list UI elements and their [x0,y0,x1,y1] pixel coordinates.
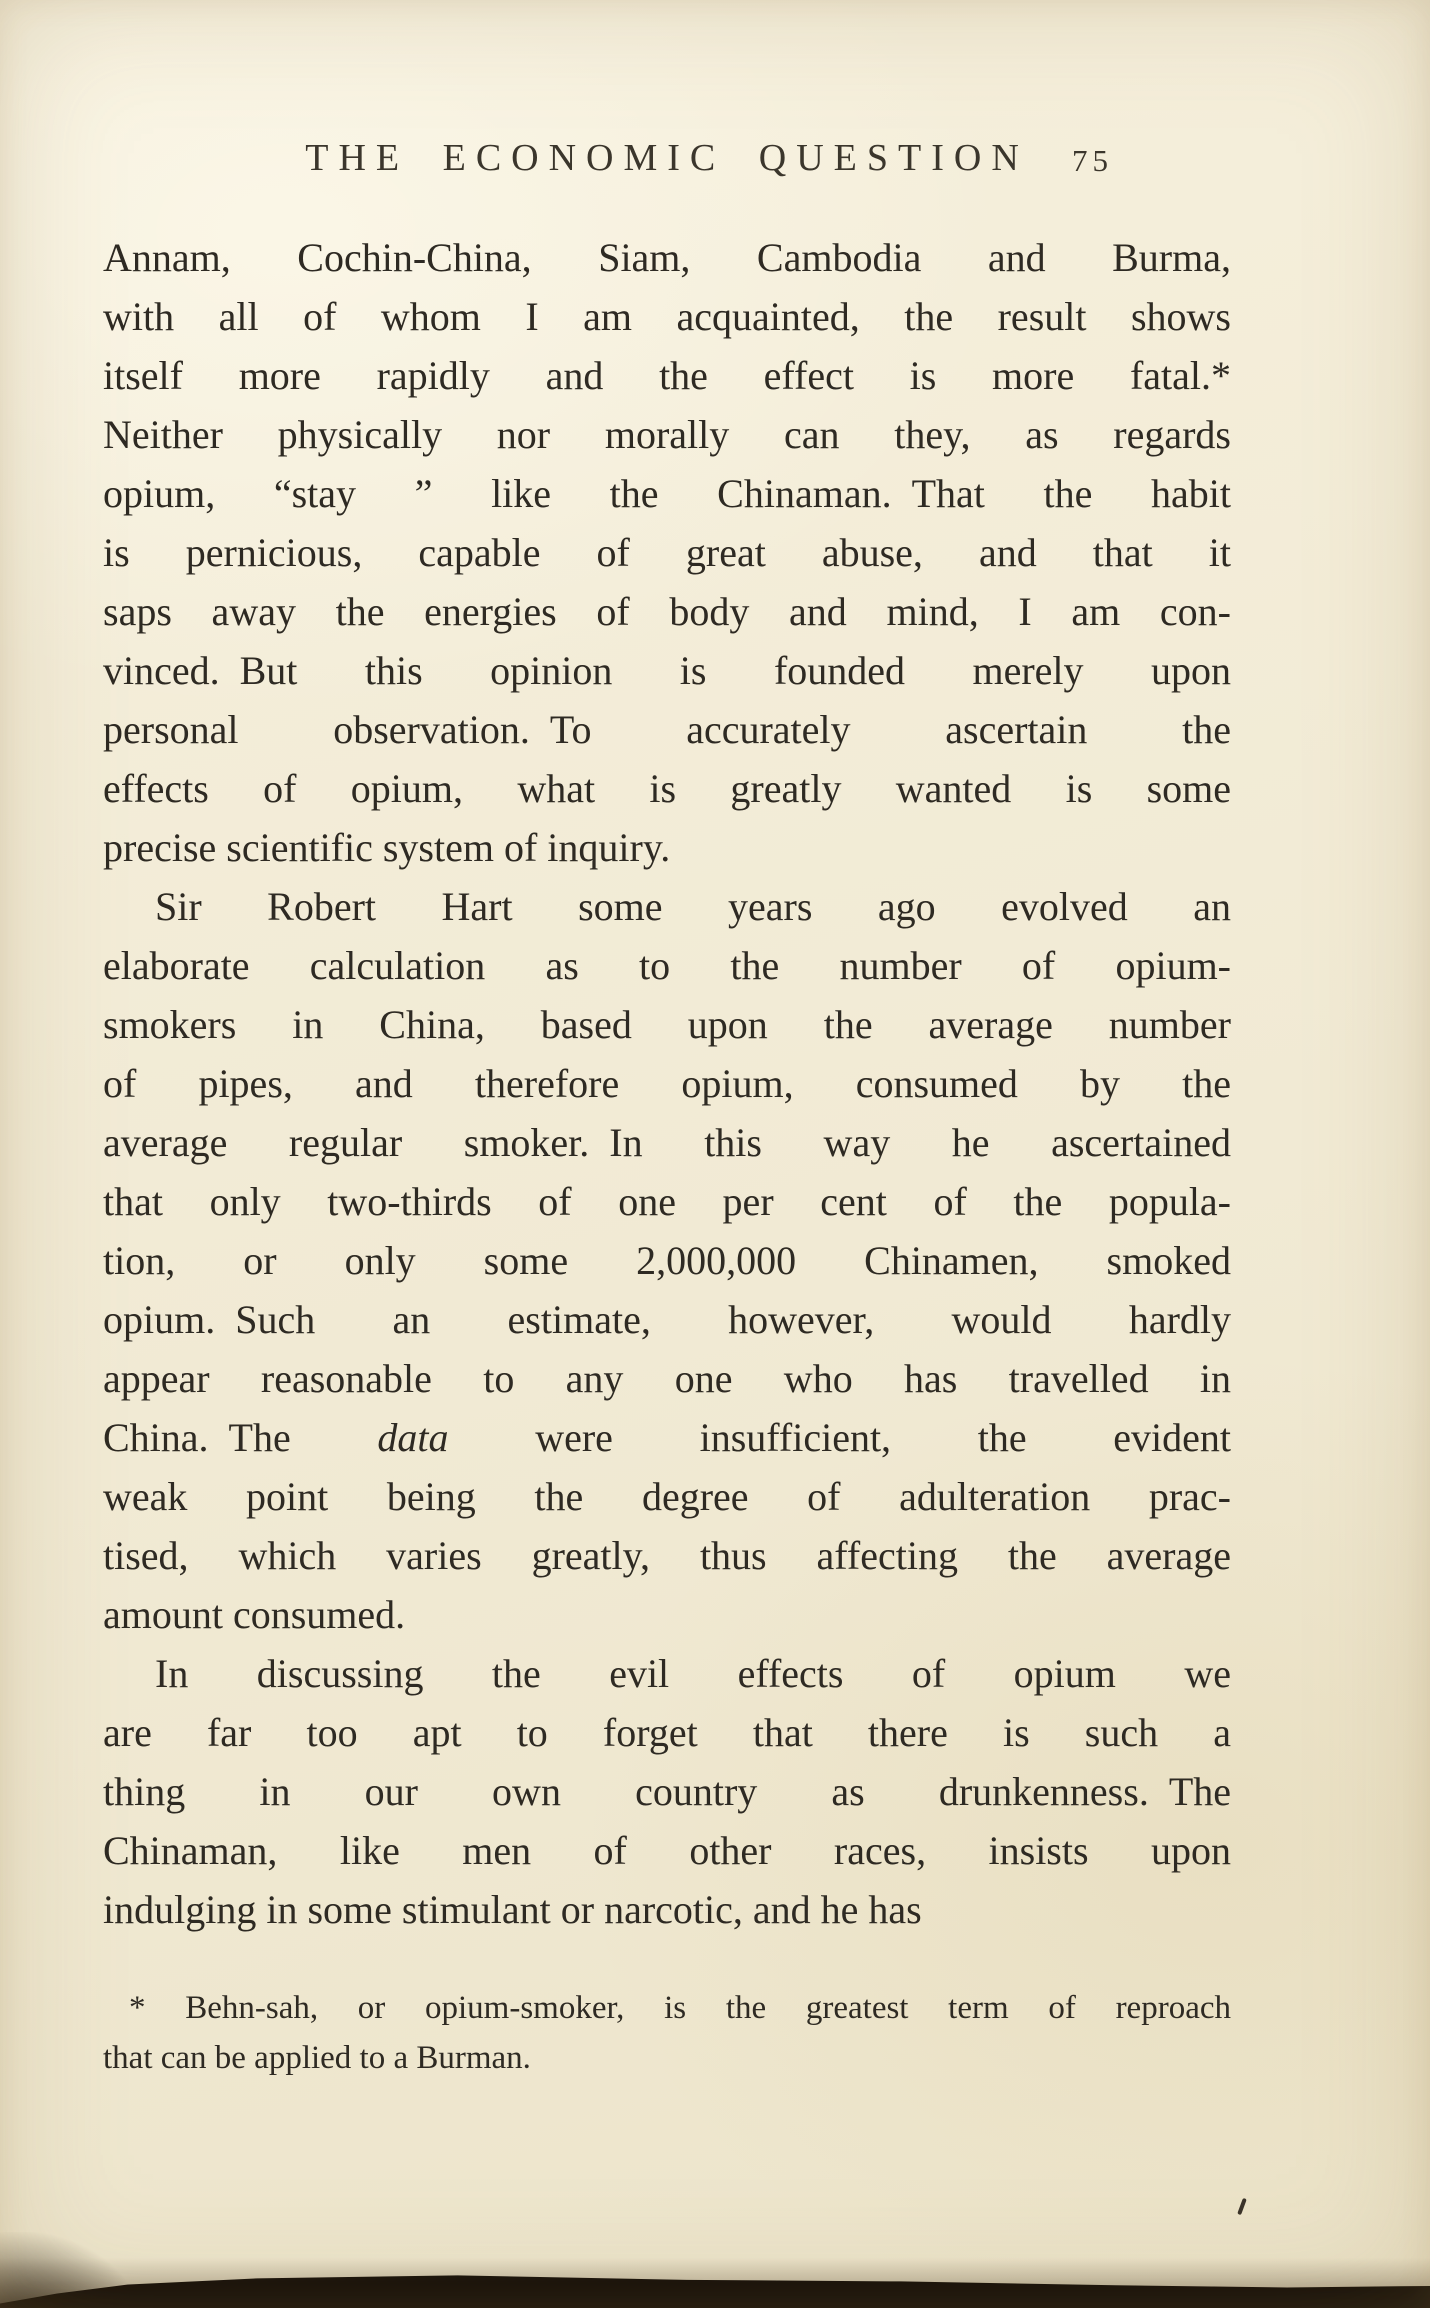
running-header [103,136,1231,188]
text-line [103,700,1231,759]
text-line [103,2033,1231,2083]
scan-shadow-corner [0,2232,144,2308]
text-line [103,1113,1231,1172]
text-line [103,1231,1231,1290]
text-line [103,1290,1231,1349]
text-run: Neither physically nor morally can they, as regards [103,412,1231,457]
running-head-title: THE ECONOMIC QUESTION [305,137,1029,179]
text-run: smokers in China, based upon the average number [103,1002,1231,1047]
text-run: In discussing the evil effects of opium we [155,1651,1231,1696]
text-blocks [103,228,1231,2083]
text-run: saps away the energies of body and mind, I am con- [103,589,1231,634]
text-run: average regular smoker. In this way he ascertained [103,1120,1231,1165]
text-run: were insufficient, the evident [448,1415,1232,1460]
text-line [103,346,1231,405]
text-run: weak point being the degree of adulteration prac- [103,1474,1231,1519]
text-run: precise scientific system of inquiry. [103,825,671,870]
text-run: personal observation. To accurately ascertain the [103,707,1231,752]
text-run: appear reasonable to any one who has travelled in [103,1356,1231,1401]
text-line [103,405,1231,464]
stray-ink-mark [1237,2198,1247,2215]
page-number: 75 [1072,143,1113,178]
text-line [103,228,1231,287]
text-line [103,464,1231,523]
text-run: that only two-thirds of one per cent of the popula- [103,1179,1231,1224]
text-run: opium. Such an estimate, however, would hardly [103,1297,1231,1342]
text-line [103,1703,1231,1762]
text-run: elaborate calculation as to the number of opium- [103,943,1231,988]
text-line [103,1821,1231,1880]
text-line [103,1644,1231,1703]
paragraph [103,877,1231,1644]
text-run: amount consumed. [103,1592,406,1637]
text-run: Annam, Cochin-China, Siam, Cambodia and Burma, [103,235,1231,280]
text-line [103,995,1231,1054]
text-run: effects of opium, what is greatly wanted is some [103,766,1231,811]
text-run: are far too apt to forget that there is such a [103,1710,1231,1755]
text-run: that can be applied to a Burman. [103,2040,531,2076]
text-line [103,1349,1231,1408]
text-run: Sir Robert Hart some years ago evolved an [155,884,1231,929]
text-line [103,1054,1231,1113]
text-run: Chinaman, like men of other races, insists upon [103,1828,1231,1873]
footnote [103,1983,1231,2083]
paragraph [103,1644,1231,1939]
text-run: China. The [103,1415,378,1460]
text-line [103,936,1231,995]
text-run: itself more rapidly and the effect is more fatal.* [103,353,1231,398]
text-run: thing in our own country as drunkenness. The [103,1769,1231,1814]
text-run: opium, “stay ” like the Chinaman. That the habit [103,471,1231,516]
text-line [103,1172,1231,1231]
text-line [103,582,1231,641]
text-line [103,287,1231,346]
text-line [103,877,1231,936]
text-line [103,818,1231,877]
text-run: is pernicious, capable of great abuse, and that it [103,530,1231,575]
italic-text-run: data [377,1415,449,1460]
text-line [103,1408,1231,1467]
text-line [103,1585,1231,1644]
text-line [103,1762,1231,1821]
text-line [103,759,1231,818]
text-run: with all of whom I am acquainted, the result shows [103,294,1231,339]
paragraph [103,228,1231,877]
text-line [103,1880,1231,1939]
text-run: * Behn-sah, or opium-smoker, is the greatest term of reproach [129,1990,1231,2026]
text-run: tion, or only some 2,000,000 Chinamen, smoked [103,1238,1231,1283]
text-run: vinced. But this opinion is founded merely upon [103,648,1231,693]
text-line [103,1983,1231,2033]
text-run: of pipes, and therefore opium, consumed by the [103,1061,1231,1106]
text-run: indulging in some stimulant or narcotic, and he has [103,1887,922,1932]
text-line [103,1526,1231,1585]
text-line [103,523,1231,582]
text-line [103,1467,1231,1526]
text-run: tised, which varies greatly, thus affecting the average [103,1533,1231,1578]
text-column [103,136,1231,2083]
text-line [103,641,1231,700]
